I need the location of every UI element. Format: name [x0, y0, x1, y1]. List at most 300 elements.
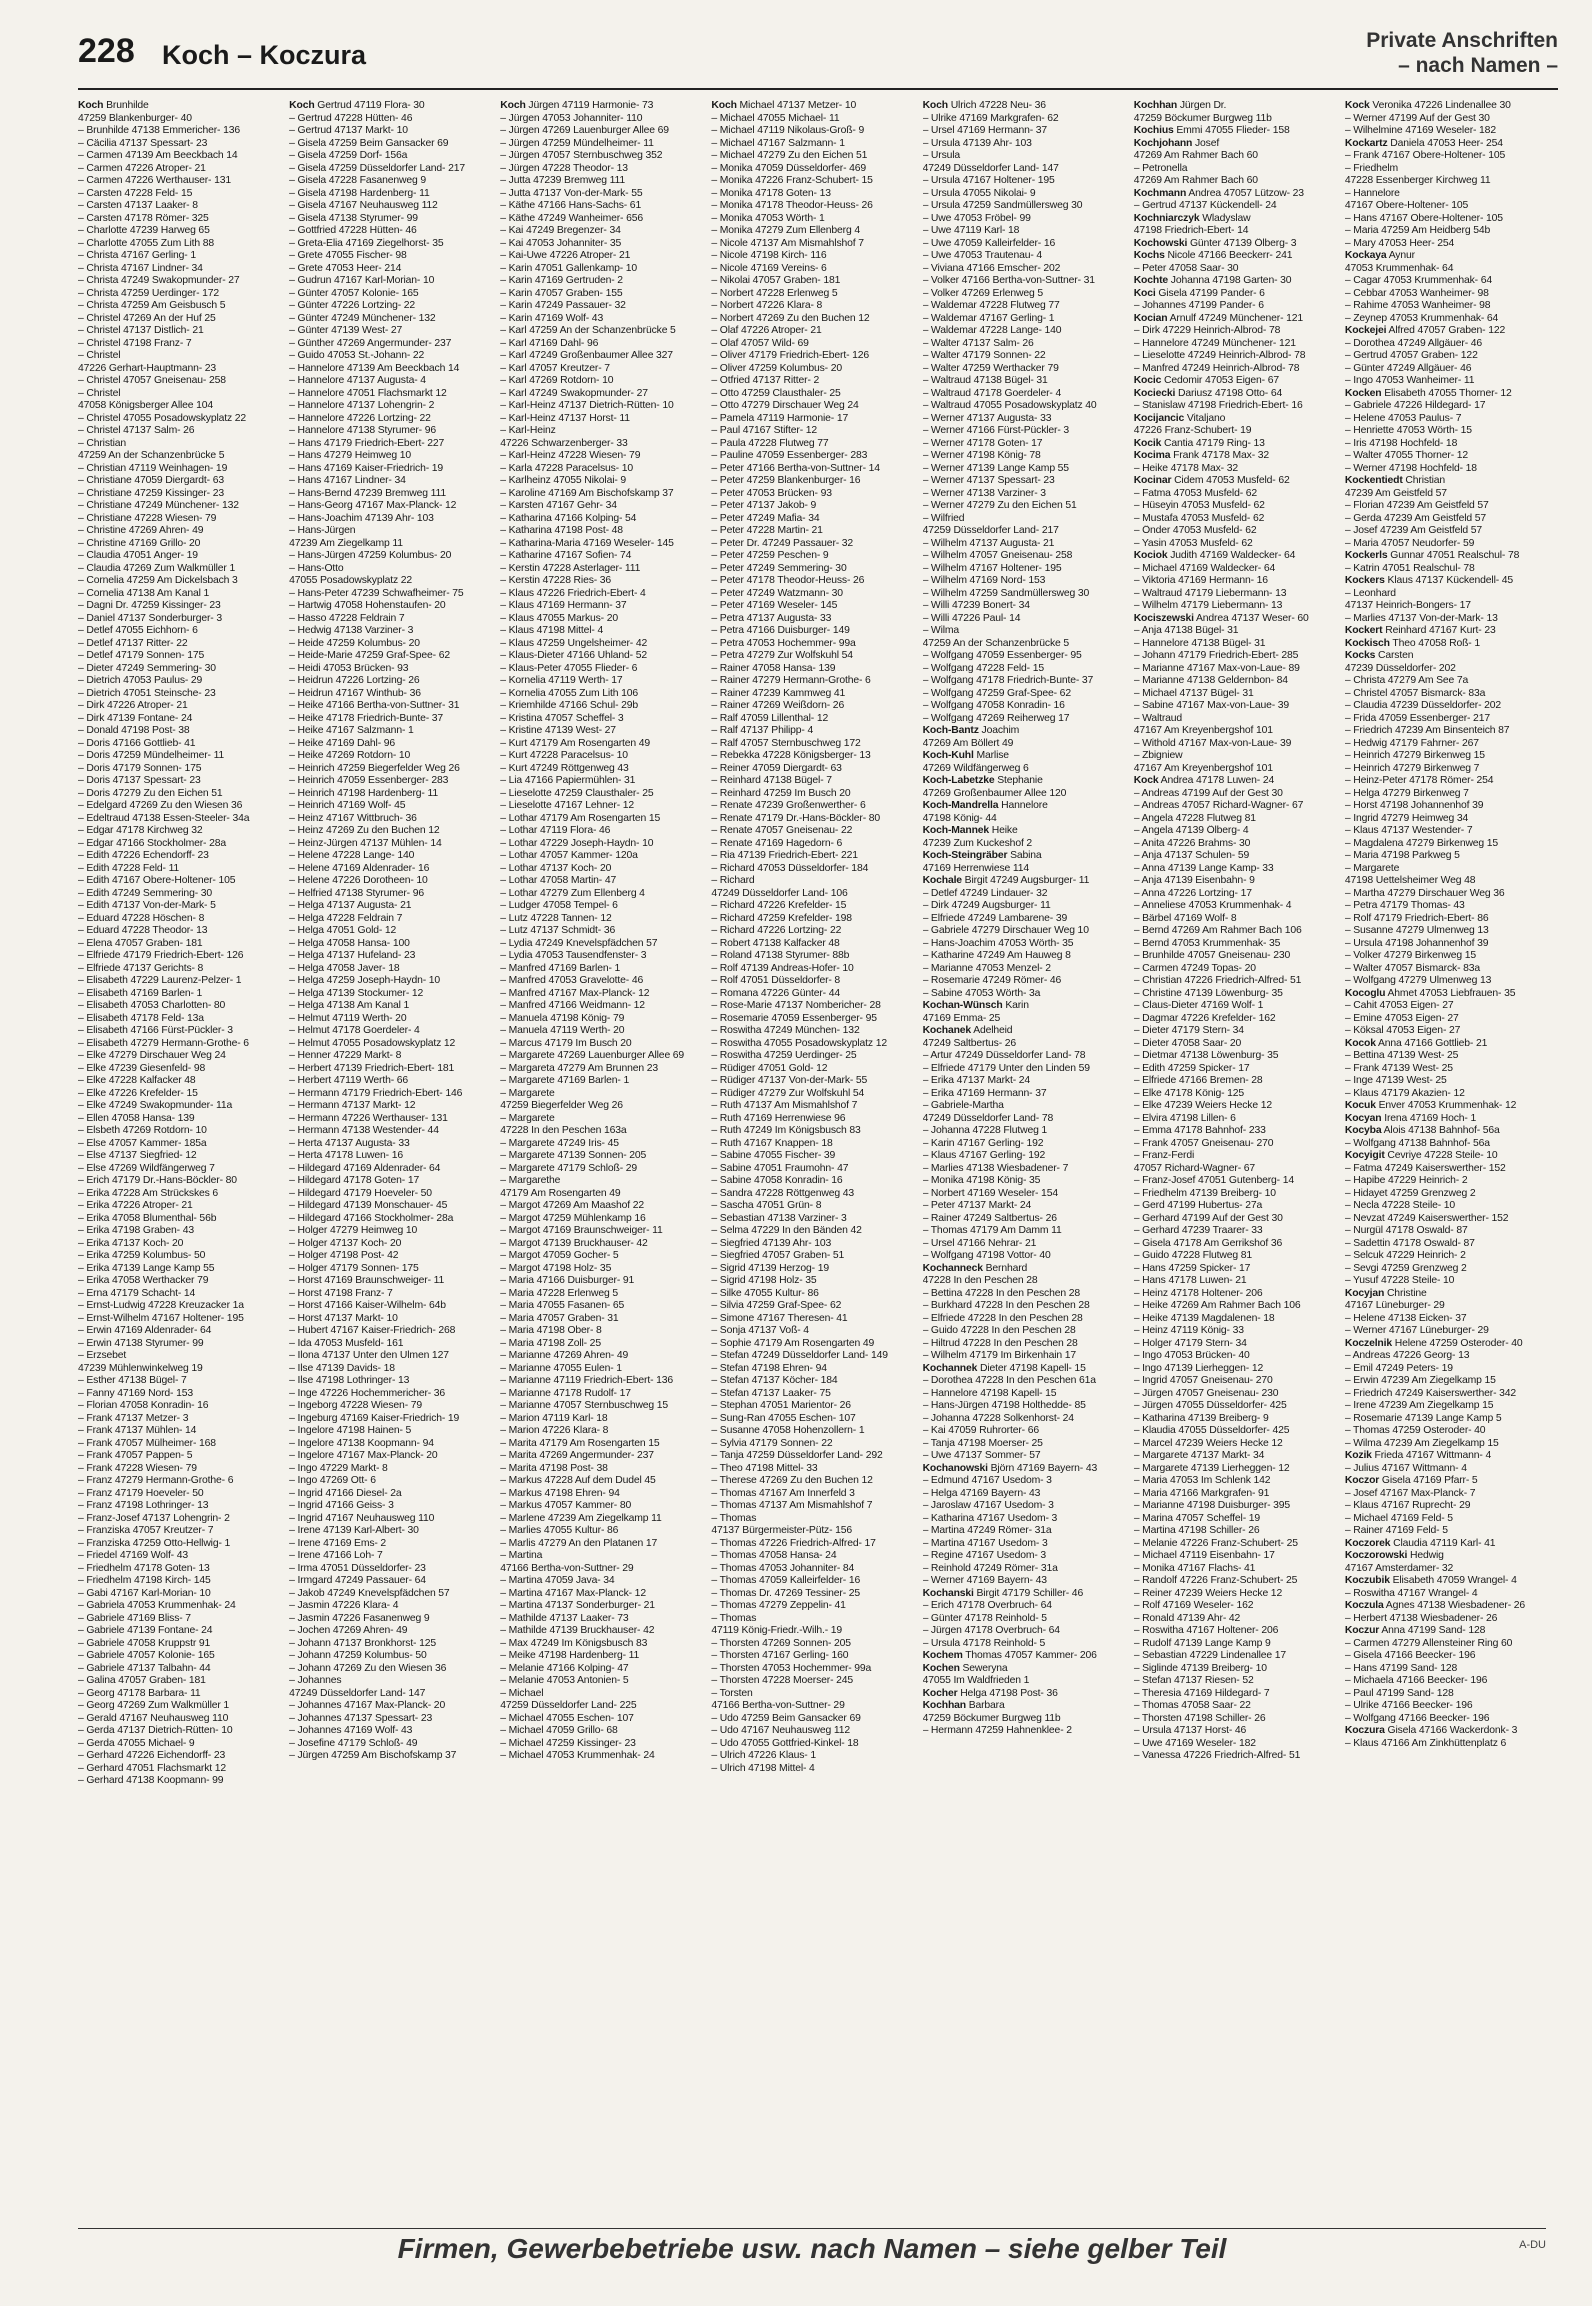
- directory-entry: – Wilhelmine 47169 Weseler- 182: [1344, 125, 1496, 136]
- directory-entry: – Karl 47169 Dahl- 96: [500, 337, 599, 349]
- directory-entry: 47166 Bertha-von-Suttner- 29: [711, 1700, 845, 1711]
- directory-entry: – Christine 47139 Löwenburg- 35: [1133, 987, 1283, 999]
- directory-entry: 47259 Böckumer Burgweg 11b: [922, 1712, 1061, 1724]
- surname-entry: Kockisch Theo 47058 Roß- 1: [1344, 637, 1480, 649]
- directory-entry: – Hiltrud 47228 In den Peschen 28: [922, 1337, 1078, 1349]
- directory-entry: – Else 47137 Siegfried- 12: [78, 1150, 197, 1161]
- directory-entry: – Franziska 47259 Otto-Hellwig- 1: [78, 1537, 231, 1549]
- directory-entry: – Margot 47169 Braunschweiger- 11: [500, 1225, 663, 1236]
- directory-entry: – Dieter 47058 Saar- 20: [1133, 1037, 1242, 1049]
- directory-entry: – Herta 47137 Augusta- 33: [289, 1137, 410, 1149]
- surname: Koch-Steingräber: [922, 850, 1008, 861]
- directory-entry: – Ilse 47139 Davids- 18: [289, 1362, 395, 1374]
- directory-entry: – Michael 47279 Zu den Eichen 51: [711, 150, 868, 161]
- directory-entry: 47269 Großenbaumer Allee 120: [922, 787, 1067, 799]
- directory-entry: – Hans 47279 Heimweg 10: [289, 450, 412, 461]
- surname: Kocic: [1133, 375, 1162, 386]
- directory-entry: – Christel 47137 Salm- 26: [78, 425, 195, 436]
- directory-entry: – Thorsten 47228 Moerser- 245: [711, 1675, 854, 1686]
- directory-entry: – Mary 47053 Heer- 254: [1344, 237, 1455, 249]
- directory-entry: – Elisabeth 47053 Charlotten- 80: [78, 1000, 226, 1011]
- directory-entry: – Nicole 47198 Kirch- 116: [711, 250, 827, 261]
- directory-entry: – Renate 47239 Großenwerther- 6: [711, 800, 866, 811]
- directory-entry: – Meike 47198 Hardenberg- 11: [500, 1650, 640, 1661]
- directory-entry: – Hannelore 47249 Münchener- 121: [1133, 337, 1296, 349]
- directory-entry: – Hartwig 47058 Hohenstaufen- 20: [289, 600, 446, 611]
- directory-entry: – Volker 47166 Bertha-von-Suttner- 31: [922, 275, 1095, 286]
- directory-entry: – Ulrike 47166 Beecker- 196: [1344, 1700, 1473, 1711]
- directory-entry: – Dieter 47179 Stern- 34: [1133, 1025, 1244, 1036]
- directory-entry: – Karl 47249 Großenbaumer Allee 327: [500, 350, 673, 361]
- directory-entry: – Marlies 47138 Wiesbadener- 7: [922, 1162, 1069, 1174]
- directory-entry: 47269 Am Rahmer Bach 60: [1133, 175, 1258, 186]
- directory-entry: – Frank 47139 West- 25: [1344, 1062, 1453, 1074]
- directory-entry: – Ingelore 47167 Max-Planck- 20: [289, 1450, 438, 1461]
- surname: Kochowski: [1133, 237, 1188, 249]
- directory-entry: – Roswitha 47249 München- 132: [711, 1025, 860, 1036]
- directory-entry: – Peter 47249 Mafia- 34: [711, 512, 820, 524]
- directory-entry: – Edith 47226 Echendorff- 23: [78, 850, 209, 861]
- directory-entry: – Marion 47226 Klara- 8: [500, 1425, 609, 1436]
- directory-entry: – Marianne 47198 Duisburger- 395: [1133, 1500, 1291, 1511]
- directory-entry: – Holger 47179 Sonnen- 175: [289, 1262, 419, 1274]
- directory-entry: – Ingelore 47198 Hainen- 5: [289, 1425, 412, 1436]
- directory-entry: – Maria 47198 Zoll- 25: [500, 1337, 601, 1349]
- directory-entry: – Josef 47167 Max-Planck- 7: [1344, 1487, 1476, 1499]
- directory-entry: – Sabine 47055 Fischer- 39: [711, 1150, 836, 1161]
- directory-entry: – Thorsten 47053 Hochemmer- 99a: [711, 1662, 872, 1674]
- directory-entry: 47228 In den Peschen 28: [922, 1275, 1038, 1286]
- directory-entry: – Hermann 47259 Hahnenklee- 2: [922, 1725, 1072, 1736]
- directory-entry: – Gabriele 47057 Kolonie- 165: [78, 1650, 215, 1661]
- directory-entry: – Karlheinz 47055 Nikolai- 9: [500, 475, 627, 486]
- directory-entry: 47167 Am Kreyenbergshof 101: [1133, 725, 1273, 736]
- surname: Kociszewski: [1133, 612, 1194, 624]
- directory-entry: – Helga 47051 Gold- 12: [289, 925, 397, 936]
- directory-entry: – Otto 47279 Dirschauer Weg 24: [711, 400, 859, 411]
- directory-entry: – Susanne 47058 Hohenzollern- 1: [711, 1425, 865, 1436]
- directory-entry: – Martina 47249 Römer- 31a: [922, 1525, 1052, 1536]
- directory-entry: – Oliver 47179 Friedrich-Ebert- 126: [711, 350, 870, 361]
- directory-entry: – Renate 47169 Hagedorn- 6: [711, 837, 843, 849]
- directory-entry: – Kriemhilde 47166 Schul- 29b: [500, 700, 639, 711]
- directory-entry: – Marina 47057 Scheffel- 19: [1133, 1512, 1261, 1524]
- directory-entry: – Frank 47137 Metzer- 3: [78, 1412, 189, 1424]
- directory-entry: – Ria 47139 Friedrich-Ebert- 221: [711, 850, 858, 861]
- directory-entry: – Werner 47138 Varziner- 3: [922, 487, 1046, 499]
- surname: Kockaya: [1344, 250, 1387, 261]
- directory-entry: – Silke 47055 Kultur- 86: [711, 1287, 819, 1299]
- surname: Kockisch: [1344, 637, 1390, 649]
- directory-entry: – Dietrich 47053 Paulus- 29: [78, 675, 203, 686]
- directory-entry: 47167 Lüneburger- 29: [1344, 1300, 1445, 1311]
- directory-entry: – Georg 47178 Barbara- 11: [78, 1687, 201, 1699]
- directory-entry: – Wilhelm 47259 Sandmüllersweg 30: [922, 587, 1090, 599]
- directory-entry: 47179 Am Rosengarten 49: [500, 1187, 621, 1199]
- directory-entry: – Lothar 47137 Koch- 20: [500, 862, 612, 874]
- directory-entry: – Lothar 47058 Martin- 47: [500, 875, 617, 886]
- surname-entry: Kockers Klaus 47137 Kückendell- 45: [1344, 575, 1514, 586]
- surname-entry: Kochanski Birgit 47179 Schiller- 46: [922, 1587, 1084, 1599]
- directory-entry: – Lydia 47053 Tausendfenster- 3: [500, 950, 647, 961]
- directory-entry: – Heinz 47178 Holtener- 206: [1133, 1287, 1263, 1299]
- directory-entry: – Katharina 47198 Post- 48: [500, 525, 623, 536]
- directory-entry: – Wilhelm 47179 Liebermann- 13: [1133, 600, 1283, 611]
- surname: Kockentiedt: [1344, 475, 1403, 486]
- directory-entry: – Richard: [711, 875, 755, 886]
- directory-entry: – Gerda 47137 Dietrich-Rütten- 10: [78, 1725, 233, 1736]
- directory-entry: – Wolfgang 47058 Konradin- 16: [922, 700, 1065, 711]
- directory-entry: – Helmut 47119 Werth- 20: [289, 1012, 407, 1024]
- surname-entry: Kocian Arnulf 47249 Münchener- 121: [1133, 312, 1304, 324]
- directory-entry: – Monika 47053 Wörth- 1: [711, 212, 825, 224]
- directory-entry: – Christa 47259 Am Geisbusch 5: [78, 300, 226, 311]
- directory-entry: – Christa 47167 Gerling- 1: [78, 250, 196, 261]
- directory-entry: – Michael 47119 Eisenbahn- 17: [1133, 1550, 1275, 1561]
- directory-entry: – Hildegard 47178 Goten- 17: [289, 1175, 420, 1186]
- directory-entry: – Bettina 47139 West- 25: [1344, 1050, 1459, 1061]
- directory-entry: – Dirk 47226 Atroper- 21: [78, 700, 188, 711]
- directory-entry: – Lieselotte 47259 Clausthaler- 25: [500, 787, 654, 799]
- directory-entry: – Gabriele 47169 Bliss- 7: [78, 1612, 191, 1624]
- directory-entry: – Rahime 47053 Wanheimer- 98: [1344, 300, 1491, 311]
- directory-entry: – Gerd 47199 Hubertus- 27a: [1133, 1200, 1263, 1211]
- directory-entry: – Martina 47137 Sonderburger- 21: [500, 1600, 655, 1611]
- directory-entry: – Hans 47169 Kaiser-Friedrich- 19: [289, 462, 444, 474]
- directory-entry: – Johannes: [289, 1675, 342, 1686]
- surname-entry: Koch Brunhilde: [78, 100, 149, 111]
- directory-entry: – Fatma 47053 Musfeld- 62: [1133, 487, 1258, 499]
- surname-entry: Kocinar Cidem 47053 Musfeld- 62: [1133, 475, 1290, 486]
- directory-entry: – Hans 47167 Lindner- 34: [289, 475, 406, 486]
- directory-entry: – Karl 47249 Swakopmunder- 27: [500, 387, 648, 399]
- directory-entry: – Erzsebet: [78, 1350, 127, 1361]
- directory-entry: – Rolf 47179 Friedrich-Ebert- 86: [1344, 912, 1489, 924]
- surname: Koch-Kuhl: [922, 750, 974, 761]
- directory-entry: – Ursula 47167 Holtener- 195: [922, 175, 1055, 186]
- surname: Kochale: [922, 875, 962, 886]
- directory-entry: – Jürgen 47055 Düsseldorfer- 425: [1133, 1400, 1287, 1411]
- directory-entry: – Holger 47198 Post- 42: [289, 1250, 399, 1261]
- directory-entry: – Waldemar 47228 Flutweg 77: [922, 300, 1060, 311]
- directory-entry: – Herbert 47139 Friedrich-Ebert- 181: [289, 1062, 455, 1074]
- directory-entry: – Rolf 47139 Andreas-Hofer- 10: [711, 962, 854, 974]
- directory-entry: – Elke 47249 Swakopmunder- 11a: [78, 1100, 233, 1111]
- directory-entry: – Marianne 47119 Friedrich-Ebert- 136: [500, 1375, 674, 1386]
- directory-entry: – Jochen 47269 Ahren- 49: [289, 1625, 408, 1636]
- directory-entry: – Thorsten 47269 Sonnen- 205: [711, 1637, 851, 1649]
- directory-entry: – Lothar 47057 Kammer- 120a: [500, 850, 638, 861]
- directory-entry: – Jasmin 47226 Klara- 4: [289, 1600, 399, 1611]
- directory-entry: – Karl-Heinz: [500, 425, 556, 436]
- directory-entry: – Thomas 47279 Zeppelin- 41: [711, 1600, 846, 1611]
- directory-entry: – Thomas: [711, 1512, 757, 1524]
- directory-entry: – Anja 47139 Eisenbahn- 9: [1133, 875, 1255, 886]
- directory-entry: 47249 Düsseldorfer Land- 147: [922, 162, 1059, 174]
- directory-entry: – Karl 47259 An der Schanzenbrücke 5: [500, 325, 676, 336]
- surname-entry: Kochanek Adelheid: [922, 1025, 1013, 1036]
- surname: Kocyba: [1344, 1125, 1382, 1136]
- directory-entry: – Sandra 47228 Röttgenweg 43: [711, 1187, 854, 1199]
- directory-entry: – Peter 47166 Bertha-von-Suttner- 14: [711, 462, 880, 474]
- directory-entry: – Elfriede 47179 Unter den Linden 59: [922, 1062, 1090, 1074]
- directory-entry: – Elisabeth 47229 Laurenz-Pelzer- 1: [78, 975, 242, 986]
- directory-entry: – Peter 47259 Blankenburger- 16: [711, 475, 861, 486]
- directory-entry: – Dietmar 47138 Löwenburg- 35: [1133, 1050, 1279, 1061]
- directory-entry: – Karin 47249 Passauer- 32: [500, 300, 626, 311]
- directory-entry: – Sung-Ran 47055 Eschen- 107: [711, 1412, 856, 1424]
- directory-entry: – Margarete 47169 Barlen- 1: [500, 1075, 630, 1086]
- directory-entry: – Guido 47228 In den Peschen 28: [922, 1325, 1076, 1336]
- directory-entry: – Helene 47228 Lange- 140: [289, 850, 415, 861]
- directory-entry: – Gabriele 47058 Kruppstr 91: [78, 1637, 211, 1649]
- directory-entry: – Else 47057 Kammer- 185a: [78, 1137, 207, 1149]
- directory-entry: – Maria 47198 Parkweg 5: [1344, 850, 1460, 861]
- directory-entry: – Doris 47259 Mündelheimer- 11: [78, 750, 225, 761]
- directory-entry: – Horst 47166 Kaiser-Wilhelm- 64b: [289, 1300, 446, 1311]
- directory-entry: – Rosemarie 47249 Römer- 46: [922, 975, 1062, 986]
- directory-entry: – Claudia 47051 Anger- 19: [78, 550, 198, 561]
- directory-entry: – Marianne 47057 Sternbuschweg 15: [500, 1400, 669, 1411]
- directory-entry: – Peter 47137 Jakob- 9: [711, 500, 817, 511]
- directory-entry: – Erika 47137 Markt- 24: [922, 1075, 1031, 1086]
- surname: Koczorowski: [1344, 1550, 1408, 1561]
- directory-entry: – Heinrich 47169 Wolf- 45: [289, 800, 406, 811]
- directory-entry: – Hans-Jürgen 47259 Kolumbus- 20: [289, 550, 452, 561]
- directory-entry: – Jürgen 47057 Sternbuschweg 352: [500, 150, 663, 161]
- surname: Koch: [711, 100, 737, 111]
- directory-entry: – Olaf 47057 Wild- 69: [711, 337, 809, 349]
- directory-entry: 47169 Emma- 25: [922, 1012, 1001, 1024]
- directory-entry: – Christel 47057 Gneisenau- 258: [78, 375, 226, 386]
- directory-entry: – Erika 47198 Graben- 43: [78, 1225, 194, 1236]
- directory-entry: – Wilhelm 47057 Gneisenau- 258: [922, 550, 1073, 561]
- directory-entry: 47167 Obere-Holtener- 105: [1344, 200, 1469, 211]
- directory-entry: – Günter 47139 West- 27: [289, 325, 403, 336]
- directory-entry: – Waltraud 47138 Bügel- 31: [922, 375, 1048, 386]
- directory-entry: 47137 Heinrich-Bongers- 17: [1344, 600, 1471, 611]
- directory-entry: – Marcel 47239 Weiers Hecke 12: [1133, 1437, 1283, 1449]
- directory-entry: – Karl-Heinz 47137 Horst- 11: [500, 412, 630, 424]
- directory-entry: – Otfried 47137 Ritter- 2: [711, 375, 820, 386]
- directory-entry: – Hildegard 47166 Stockholmer- 28a: [289, 1212, 454, 1224]
- surname-entry: Koch-Mannek Heike: [922, 825, 1018, 836]
- surname: Koch-Labetzke: [922, 775, 995, 786]
- directory-entry: – Hannelore: [1344, 187, 1400, 199]
- directory-entry: – Frank 47228 Wiesen- 79: [78, 1462, 197, 1474]
- directory-entry: – Gudrun 47167 Karl-Morian- 10: [289, 275, 435, 286]
- directory-entry: – Walter 47259 Werthacker 79: [922, 362, 1059, 374]
- directory-entry: – Manfred 47169 Barlen- 1: [500, 962, 621, 974]
- directory-entry: – Nurgül 47178 Oswald- 87: [1344, 1225, 1468, 1236]
- directory-entry: 47249 Düsseldorfer Land- 147: [289, 1687, 426, 1699]
- directory-entry: – Elke 47239 Giesenfeld- 98: [78, 1062, 206, 1074]
- surname-entry: Kochniarczyk Wladyslaw: [1133, 212, 1251, 224]
- surname-entry: Koczor Gisela 47169 Pfarr- 5: [1344, 1475, 1478, 1486]
- directory-entry: – Gabriele 47139 Fontane- 24: [78, 1625, 213, 1636]
- directory-entry: – Klaus 47167 Gerling- 192: [922, 1150, 1046, 1161]
- directory-entry: – Elisabeth 47279 Hermann-Grothe- 6: [78, 1037, 249, 1049]
- directory-entry: – Klaus-Peter 47055 Flieder- 6: [500, 662, 638, 674]
- directory-entry: 47259 Biegerfelder Weg 26: [500, 1100, 623, 1111]
- surname: Kochan-Wünsch: [922, 1000, 1003, 1011]
- directory-entry: – Stefan 47137 Laaker- 75: [711, 1387, 831, 1399]
- directory-entry: – Guido 47228 Flutweg 81: [1133, 1250, 1252, 1261]
- directory-entry: – Klaus 47259 Ungelsheimer- 42: [500, 637, 648, 649]
- directory-entry: – Cornelia 47259 Am Dickelsbach 3: [78, 575, 238, 586]
- directory-entry: – Sophie 47179 Am Rosengarten 49: [711, 1337, 875, 1349]
- surname-entry: Kockert Reinhard 47167 Kurt- 23: [1344, 625, 1496, 636]
- directory-entry: – Irene 47169 Ems- 2: [289, 1537, 387, 1549]
- directory-entry: – Jürgen 47259 Mündelheimer- 11: [500, 137, 654, 149]
- directory-entry: – Robert 47138 Kalfacker 48: [711, 937, 840, 949]
- directory-entry: – Erwin 47138 Styrumer- 99: [78, 1337, 204, 1349]
- directory-entry: – Frank 47057 Gneisenau- 270: [1133, 1137, 1274, 1149]
- directory-entry: – Galina 47057 Graben- 181: [78, 1675, 206, 1686]
- directory-entry: – Doris 47166 Gottlieb- 41: [78, 737, 196, 749]
- directory-entry: – Rosemarie 47139 Lange Kamp 5: [1344, 1412, 1502, 1424]
- directory-entry: – Ulrich 47226 Klaus- 1: [711, 1750, 816, 1761]
- directory-entry: – Jürgen 47057 Gneisenau- 230: [1133, 1387, 1279, 1399]
- directory-entry: – Frank 47057 Mülheimer- 168: [78, 1437, 216, 1449]
- directory-entry: – Jasmin 47226 Fasanenweg 9: [289, 1612, 430, 1624]
- directory-column: [711, 100, 912, 2208]
- directory-entry: – Hannelore 47138 Bügel- 31: [1133, 637, 1266, 649]
- directory-entry: – Werner 47137 Spessart- 23: [922, 475, 1055, 486]
- directory-entry: – Erika 47259 Kolumbus- 50: [78, 1250, 206, 1261]
- directory-entry: – Hannelore 47051 Flachsmarkt 12: [289, 387, 447, 399]
- directory-entry: – Michael 47055 Michael- 11: [711, 112, 840, 124]
- directory-entry: – Gabriele 47137 Talbahn- 44: [78, 1662, 211, 1674]
- directory-entry: – Gertrud 47137 Kückendell- 24: [1133, 200, 1277, 211]
- surname-entry: Kocyan Irena 47169 Hoch- 1: [1344, 1112, 1477, 1124]
- directory-entry: 47259 An der Schanzenbrücke 5: [78, 450, 225, 461]
- directory-entry: – Erika 47228 Am Strückskes 6: [78, 1187, 219, 1199]
- directory-entry: – Edmund 47167 Usedom- 3: [922, 1475, 1052, 1486]
- directory-entry: – Irmgard 47249 Passauer- 64: [289, 1575, 426, 1586]
- directory-entry: – Thorsten 47167 Gerling- 160: [711, 1650, 849, 1661]
- directory-entry: – Ingrid 47166 Geiss- 3: [289, 1500, 394, 1511]
- directory-entry: – Dirk 47139 Fontane- 24: [78, 712, 193, 724]
- directory-entry: – Klaus 47167 Ruprecht- 29: [1344, 1500, 1471, 1511]
- directory-entry: – Margot 47059 Gocher- 5: [500, 1250, 619, 1261]
- directory-entry: – Ursel 47169 Hermann- 37: [922, 125, 1048, 136]
- directory-entry: – Helga 47137 Augusta- 21: [289, 900, 412, 911]
- directory-entry: – Jutta 47239 Bremweg 111: [500, 175, 625, 186]
- surname-entry: Koczelnik Helene 47259 Osteroder- 40: [1344, 1337, 1523, 1349]
- directory-entry: – Hasso 47228 Feldrain 7: [289, 612, 405, 624]
- directory-entry: – Ingrid 47057 Gneisenau- 270: [1133, 1375, 1273, 1386]
- directory-entry: – Wilhelm 47167 Holtener- 195: [922, 562, 1062, 574]
- directory-entry: 47055 Posadowskyplatz 22: [289, 575, 413, 586]
- page-number: 228: [78, 32, 135, 70]
- directory-entry: – Charlotte 47239 Harweg 65: [78, 225, 210, 236]
- directory-entry: – Ralf 47057 Sternbuschweg 172: [711, 737, 861, 749]
- directory-entry: – Ulrich 47198 Mittel- 4: [711, 1762, 815, 1774]
- directory-entry: – Hans-Jürgen: [289, 525, 356, 536]
- directory-entry: – Reiner 47059 Diergardt- 63: [711, 762, 842, 774]
- directory-entry: – Michael 47259 Kissinger- 23: [500, 1737, 636, 1749]
- directory-entry: – Withold 47167 Max-von-Laue- 39: [1133, 737, 1292, 749]
- directory-entry: – Ingrid 47167 Neuhausweg 110: [289, 1512, 435, 1524]
- directory-entry: – Viviana 47166 Emscher- 202: [922, 262, 1061, 274]
- directory-entry: – Marianne 47053 Menzel- 2: [922, 962, 1051, 974]
- directory-entry: – Anja 47138 Bügel- 31: [1133, 625, 1239, 636]
- directory-entry: – Erika 47058 Blumenthal- 56b: [78, 1212, 217, 1224]
- directory-entry: – Hüseyin 47053 Musfeld- 62: [1133, 500, 1265, 511]
- surname: Kockert: [1344, 625, 1383, 636]
- directory-entry: – Franz 47198 Lothringer- 13: [78, 1500, 209, 1511]
- directory-entry: – Elvira 47198 Lillen- 6: [1133, 1112, 1236, 1124]
- section-title-line1: Private Anschriften: [1366, 29, 1558, 52]
- directory-entry: – Herbert 47119 Werth- 66: [289, 1075, 409, 1086]
- directory-entry: – Kai-Uwe 47226 Atroper- 21: [500, 250, 631, 261]
- directory-entry: – Iris 47198 Hochfeld- 18: [1344, 437, 1458, 449]
- surname-entry: Kocoglu Ahmet 47053 Liebfrauen- 35: [1344, 987, 1516, 999]
- directory-entry: – Käthe 47249 Wanheimer- 656: [500, 212, 643, 224]
- directory-entry: – Ursula 47055 Nikolai- 9: [922, 187, 1036, 199]
- directory-entry: – Elisabeth 47178 Feld- 13a: [78, 1012, 204, 1024]
- directory-entry: – Erika 47226 Atroper- 21: [78, 1200, 193, 1211]
- directory-entry: – Anja 47137 Schulen- 59: [1133, 850, 1250, 861]
- directory-entry: – Johann 47259 Kolumbus- 50: [289, 1650, 427, 1661]
- directory-entry: – Gerhard 47239 Traarer- 33: [1133, 1225, 1263, 1236]
- directory-entry: – Ingo 47053 Brücken- 40: [1133, 1350, 1250, 1361]
- directory-entry: – Wolfgang 47269 Reiherweg 17: [922, 712, 1070, 724]
- directory-entry: – Erika 47139 Lange Kamp 55: [78, 1262, 215, 1274]
- directory-entry: – Karin 47051 Gallenkamp- 10: [500, 262, 638, 274]
- directory-entry: – Helga 47137 Hufeland- 23: [289, 950, 416, 961]
- directory-entry: – Thomas 47259 Osteroder- 40: [1344, 1425, 1486, 1436]
- directory-entry: – Hermann 47138 Westender- 44: [289, 1125, 439, 1136]
- directory-entry: – Marianne 47178 Rudolf- 17: [500, 1387, 631, 1399]
- directory-entry: – Willi 47239 Bonert- 34: [922, 600, 1030, 611]
- directory-entry: – Rainer 47279 Hermann-Grothe- 6: [711, 675, 871, 686]
- directory-entry: – Gisela 47178 Am Gerrikshof 36: [1133, 1237, 1283, 1249]
- directory-entry: – Waltraud 47178 Goerdeler- 4: [922, 387, 1062, 399]
- directory-entry: – Heike 47178 Max- 32: [1133, 462, 1238, 474]
- directory-entry: – Rainer 47249 Saltbertus- 26: [922, 1212, 1057, 1224]
- surname: Koch: [78, 100, 104, 111]
- directory-entry: – Christiane 47259 Kissinger- 23: [78, 487, 224, 499]
- directory-entry: – Gerald 47167 Neuhausweg 110: [78, 1712, 229, 1724]
- directory-entry: – Otto 47259 Clausthaler- 25: [711, 387, 841, 399]
- directory-entry: 47269 Am Böllert 49: [922, 737, 1014, 749]
- directory-entry: – Rolf 47169 Weseler- 162: [1133, 1600, 1254, 1611]
- directory-entry: – Oliver 47259 Kolumbus- 20: [711, 362, 842, 374]
- surname-entry: Kocher Helga 47198 Post- 36: [922, 1687, 1058, 1699]
- directory-entry: – Heide 47259 Kolumbus- 20: [289, 637, 420, 649]
- directory-entry: – Gisela 47166 Beecker- 196: [1344, 1650, 1476, 1661]
- directory-entry: – Helga 47138 Am Kanal 1: [289, 1000, 410, 1011]
- directory-entry: – Christian: [78, 437, 127, 449]
- directory-entry: – Gabriela 47053 Krummenhak- 24: [78, 1600, 236, 1611]
- directory-entry: – Hildegard 47169 Aldenrader- 64: [289, 1162, 441, 1174]
- directory-entry: – Christel: [78, 350, 121, 361]
- directory-entry: – Lothar 47119 Flora- 46: [500, 825, 611, 836]
- directory-entry: – Elfriede 47249 Lambarene- 39: [922, 912, 1068, 924]
- surname-entry: Kockerls Gunnar 47051 Realschul- 78: [1344, 550, 1520, 561]
- directory-entry: – Hapibe 47229 Heinrich- 2: [1344, 1175, 1468, 1186]
- directory-entry: – Norbert 47228 Erlenweg 5: [711, 287, 838, 299]
- directory-entry: – Elena 47057 Graben- 181: [78, 937, 203, 949]
- directory-entry: – Magdalena 47279 Birkenweg 15: [1344, 837, 1499, 849]
- directory-entry: – Carsten 47137 Laaker- 8: [78, 200, 198, 211]
- surname-entry: Koch-Bantz Joachim: [922, 725, 1020, 736]
- directory-entry: – Dagmar 47226 Krefelder- 162: [1133, 1012, 1276, 1024]
- section-title-line2: – nach Namen –: [1398, 54, 1558, 77]
- directory-entry: – Peter 47259 Peschen- 9: [711, 550, 829, 561]
